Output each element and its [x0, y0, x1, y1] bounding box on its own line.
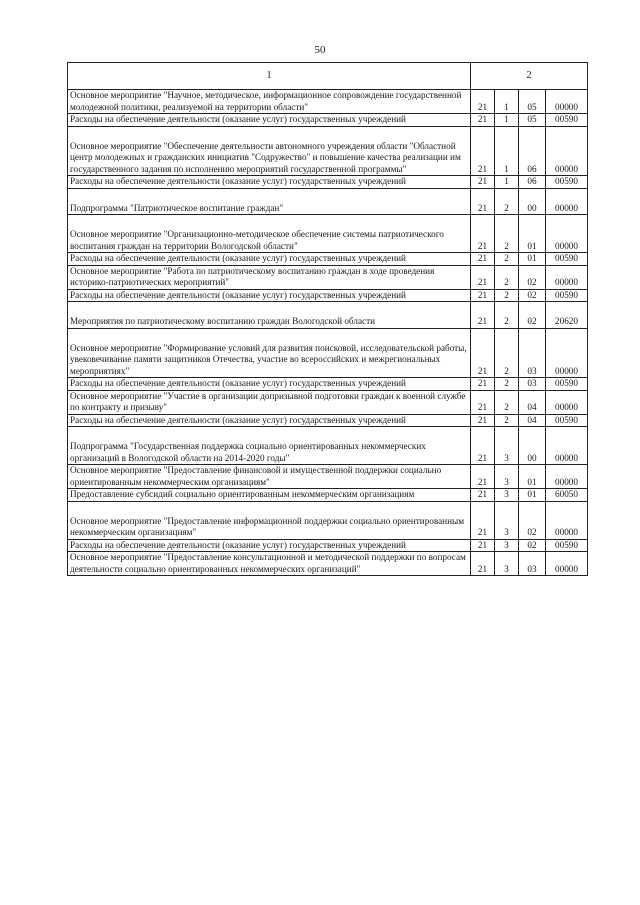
- code-direction: 00000: [546, 501, 588, 539]
- code-direction: 00590: [546, 414, 588, 427]
- table-row: [68, 378, 588, 391]
- table-row: [68, 501, 588, 539]
- table-row: [68, 302, 588, 329]
- code-subprogram: 1: [495, 114, 519, 127]
- code-event: 02: [519, 539, 546, 552]
- code-program: 21: [471, 501, 495, 539]
- table-row: [68, 427, 588, 465]
- code-subprogram: 1: [495, 90, 519, 114]
- table-row: [68, 253, 588, 266]
- row-description: Основное мероприятие "Формирование условий для развития поисковой, исследовательской работы, увековечивание памяти защитников Отечества, участие во всероссийских и межрегиональных мероприятиях": [68, 328, 471, 378]
- row-description: Основное мероприятие "Научное, методическое, информационное сопровождение государственной молодежной политики, реализуемой на территории области": [68, 90, 471, 114]
- table-row: [68, 539, 588, 552]
- header-col-2: 2: [471, 63, 588, 90]
- row-description: Основное мероприятие "Обеспечение деятельности автономного учреждения области "Областной центр молодежных и гражданских инициатив "Содружество" и повышение качества реализации им государственного задания по исполнению мероприятий государственной программы": [68, 126, 471, 176]
- code-subprogram: 2: [495, 289, 519, 302]
- code-event: 00: [519, 427, 546, 465]
- code-direction: 00000: [546, 188, 588, 215]
- code-direction: 00000: [546, 126, 588, 176]
- code-subprogram: 1: [495, 176, 519, 189]
- budget-classification-table: [67, 62, 588, 576]
- table-header-row: [68, 63, 588, 90]
- code-direction: 00000: [546, 215, 588, 253]
- code-program: 21: [471, 188, 495, 215]
- code-event: 04: [519, 390, 546, 414]
- code-event: 05: [519, 114, 546, 127]
- code-program: 21: [471, 465, 495, 489]
- row-description: Мероприятия по патриотическому воспитанию граждан Вологодской области: [68, 302, 471, 329]
- table-row: [68, 114, 588, 127]
- row-description: Расходы на обеспечение деятельности (оказание услуг) государственных учреждений: [68, 114, 471, 127]
- row-description: Расходы на обеспечение деятельности (оказание услуг) государственных учреждений: [68, 289, 471, 302]
- code-program: 21: [471, 390, 495, 414]
- row-description: Предоставление субсидий социально ориентированным некоммерческим организациям: [68, 489, 471, 502]
- code-subprogram: 3: [495, 427, 519, 465]
- code-subprogram: 2: [495, 253, 519, 266]
- code-direction: 00590: [546, 289, 588, 302]
- row-description: Расходы на обеспечение деятельности (оказание услуг) государственных учреждений: [68, 176, 471, 189]
- code-event: 01: [519, 489, 546, 502]
- code-event: 01: [519, 253, 546, 266]
- code-program: 21: [471, 552, 495, 576]
- code-direction: 00590: [546, 253, 588, 266]
- row-description: Расходы на обеспечение деятельности (оказание услуг) государственных учреждений: [68, 378, 471, 391]
- table-row: [68, 489, 588, 502]
- code-event: 03: [519, 552, 546, 576]
- code-subprogram: 3: [495, 501, 519, 539]
- table-row: [68, 188, 588, 215]
- code-program: 21: [471, 253, 495, 266]
- code-subprogram: 3: [495, 489, 519, 502]
- table-row: [68, 289, 588, 302]
- row-description: Основное мероприятие "Организационно-методическое обеспечение системы патриотического воспитания граждан на территории Вологодской области": [68, 215, 471, 253]
- code-direction: 00590: [546, 378, 588, 391]
- code-event: 01: [519, 215, 546, 253]
- table-row: [68, 176, 588, 189]
- code-direction: 00000: [546, 390, 588, 414]
- row-description: Подпрограмма "Патриотическое воспитание граждан": [68, 188, 471, 215]
- code-direction: 20620: [546, 302, 588, 329]
- code-subprogram: 3: [495, 552, 519, 576]
- code-direction: 00590: [546, 539, 588, 552]
- code-subprogram: 2: [495, 390, 519, 414]
- code-program: 21: [471, 302, 495, 329]
- code-direction: 00000: [546, 265, 588, 289]
- code-event: 01: [519, 465, 546, 489]
- code-event: 03: [519, 378, 546, 391]
- code-subprogram: 3: [495, 465, 519, 489]
- code-program: 21: [471, 489, 495, 502]
- table-row: [68, 328, 588, 378]
- table-row: [68, 390, 588, 414]
- table-row: [68, 414, 588, 427]
- code-program: 21: [471, 378, 495, 391]
- header-col-1: 1: [68, 63, 471, 90]
- table-row: [68, 465, 588, 489]
- code-subprogram: 2: [495, 265, 519, 289]
- table-row: [68, 90, 588, 114]
- code-program: 21: [471, 126, 495, 176]
- code-direction: 00590: [546, 114, 588, 127]
- row-description: Подпрограмма "Государственная поддержка социально ориентированных некоммерческих организаций в Вологодской области на 2014-2020 годы": [68, 427, 471, 465]
- code-event: 05: [519, 90, 546, 114]
- code-program: 21: [471, 114, 495, 127]
- code-program: 21: [471, 539, 495, 552]
- code-direction: 60050: [546, 489, 588, 502]
- code-direction: 00000: [546, 328, 588, 378]
- code-subprogram: 2: [495, 188, 519, 215]
- code-subprogram: 2: [495, 414, 519, 427]
- code-subprogram: 2: [495, 302, 519, 329]
- code-event: 03: [519, 328, 546, 378]
- row-description: Основное мероприятие "Работа по патриотическому воспитанию граждан в ходе проведения историко-патриотических мероприятий": [68, 265, 471, 289]
- code-direction: 00000: [546, 465, 588, 489]
- code-subprogram: 2: [495, 215, 519, 253]
- code-event: 06: [519, 126, 546, 176]
- code-program: 21: [471, 289, 495, 302]
- code-program: 21: [471, 414, 495, 427]
- row-description: Расходы на обеспечение деятельности (оказание услуг) государственных учреждений: [68, 414, 471, 427]
- code-direction: 00000: [546, 552, 588, 576]
- table-row: [68, 126, 588, 176]
- code-subprogram: 1: [495, 126, 519, 176]
- code-subprogram: 2: [495, 328, 519, 378]
- code-direction: 00000: [546, 427, 588, 465]
- code-program: 21: [471, 90, 495, 114]
- code-event: 02: [519, 265, 546, 289]
- row-description: Расходы на обеспечение деятельности (оказание услуг) государственных учреждений: [68, 253, 471, 266]
- code-program: 21: [471, 215, 495, 253]
- table-row: [68, 215, 588, 253]
- code-direction: 00000: [546, 90, 588, 114]
- code-event: 04: [519, 414, 546, 427]
- code-event: 00: [519, 188, 546, 215]
- table-row: [68, 265, 588, 289]
- row-description: Основное мероприятие "Предоставление финансовой и имущественной поддержки социально ориентированным некоммерческим организациям": [68, 465, 471, 489]
- code-event: 06: [519, 176, 546, 189]
- row-description: Основное мероприятие "Участие в организации допризывной подготовки граждан к военной службе по контракту и призыву": [68, 390, 471, 414]
- row-description: Расходы на обеспечение деятельности (оказание услуг) государственных учреждений: [68, 539, 471, 552]
- code-event: 02: [519, 302, 546, 329]
- code-program: 21: [471, 265, 495, 289]
- row-description: Основное мероприятие "Предоставление информационной поддержки социально ориентированным некоммерческим организациям": [68, 501, 471, 539]
- page-number: 50: [314, 44, 326, 56]
- code-subprogram: 3: [495, 539, 519, 552]
- table-row: [68, 552, 588, 576]
- code-event: 02: [519, 289, 546, 302]
- code-program: 21: [471, 176, 495, 189]
- code-event: 02: [519, 501, 546, 539]
- code-program: 21: [471, 328, 495, 378]
- row-description: Основное мероприятие "Предоставление консультационной и методической поддержки по вопросам деятельности социально ориентированных некоммерческих организаций": [68, 552, 471, 576]
- code-subprogram: 2: [495, 378, 519, 391]
- code-direction: 00590: [546, 176, 588, 189]
- code-program: 21: [471, 427, 495, 465]
